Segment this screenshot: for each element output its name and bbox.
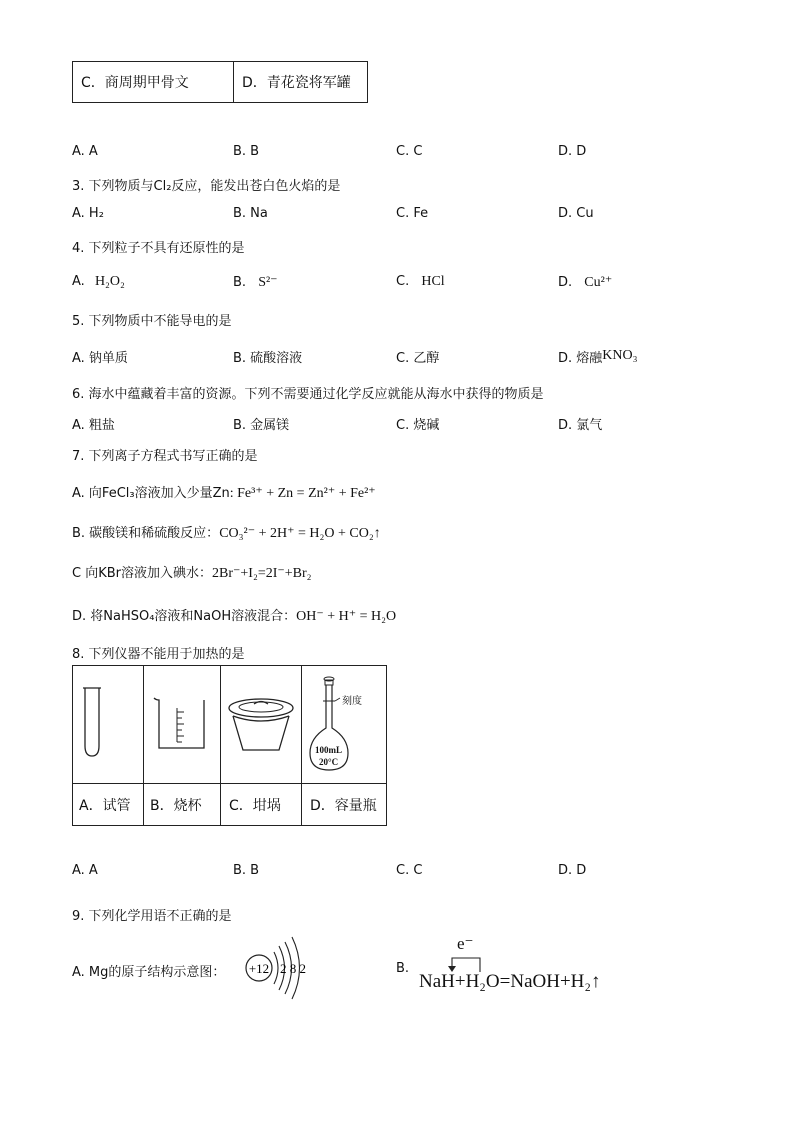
q7-stem: 7. 下列离子方程式书写正确的是: [72, 449, 258, 464]
q5-option-a[interactable]: A. 钠单质: [72, 351, 128, 366]
q9-b-electron: e⁻: [457, 934, 474, 953]
q3-stem: 3. 下列物质与Cl₂反应，能发出苍白色火焰的是: [72, 179, 341, 194]
q7-option-d[interactable]: [72, 605, 396, 625]
q8-option-c[interactable]: C. C: [396, 863, 423, 878]
q2-option-a[interactable]: A. A: [72, 144, 98, 159]
q8-label-a: A．试管: [73, 784, 144, 826]
q2-table-c: C．商周期甲骨文: [73, 62, 234, 103]
q7-option-a[interactable]: [72, 482, 376, 502]
q2-table: [72, 61, 368, 103]
q8-label-b: B．烧杯: [144, 784, 221, 826]
q8-option-a[interactable]: A. A: [72, 863, 98, 878]
q2-table-d: D．青花瓷将军罐: [234, 62, 368, 103]
q7-b-eq: CO₃²⁻ + 2H⁺ = H₂O + CO₂↑: [219, 526, 381, 541]
q5-stem: 5. 下列物质中不能导电的是: [72, 314, 232, 329]
q6-option-d[interactable]: D. 氯气: [558, 418, 603, 433]
q4-option-a[interactable]: [72, 274, 125, 290]
q4-option-d[interactable]: [558, 274, 612, 291]
q4-b-label: B.: [233, 275, 247, 290]
q8-option-d[interactable]: D. D: [558, 863, 587, 878]
q3-option-b[interactable]: B. Na: [233, 206, 268, 221]
q8-stem: 8. 下列仪器不能用于加热的是: [72, 647, 245, 662]
q8-image-test-tube: [73, 666, 144, 784]
q5-option-c[interactable]: C. 乙醇: [396, 351, 440, 366]
q4-b-formula: S²⁻: [258, 275, 278, 290]
q7-d-eq: OH⁻ + H⁺ = H₂O: [296, 609, 397, 624]
q8-option-b[interactable]: B. B: [233, 863, 260, 878]
q7-b-text: B. 碳酸镁和稀硫酸反应：: [72, 526, 220, 541]
q9-stem: 9. 下列化学用语不正确的是: [72, 909, 232, 924]
mg-atom-structure-diagram: [240, 934, 320, 1002]
q7-a-text: A. 向FeCl₃溶液加入少量Zn: [72, 486, 230, 501]
q5-d-label: D. 熔融: [558, 351, 603, 366]
q2-option-c[interactable]: C. C: [396, 144, 423, 159]
beaker-icon: [144, 666, 220, 779]
q4-c-formula: HCl: [421, 274, 445, 289]
q6-stem: 6. 海水中蕴藏着丰富的资源。下列不需要通过化学反应就能从海水中获得的物质是: [72, 387, 544, 402]
q4-c-label: C.: [396, 274, 410, 289]
q8-label-c: C．坩埚: [221, 784, 302, 826]
flask-volume-label: 100mL: [315, 745, 342, 755]
q4-stem: 4. 下列粒子不具有还原性的是: [72, 241, 245, 256]
test-tube-icon: [73, 666, 143, 779]
q9-option-a[interactable]: [72, 961, 225, 980]
q6-option-b[interactable]: B. 金属镁: [233, 418, 290, 433]
q4-option-c[interactable]: [396, 274, 445, 290]
nucleus-charge: +12: [248, 961, 270, 976]
q2-option-b[interactable]: B. B: [233, 144, 260, 159]
q9-a-text: A. Mg的原子结构示意图：: [72, 965, 226, 980]
q5-option-b[interactable]: B. 硫酸溶液: [233, 351, 303, 366]
q7-option-b[interactable]: [72, 522, 381, 542]
q5-option-d[interactable]: [558, 347, 638, 367]
q8-image-crucible: [221, 666, 302, 784]
q7-c-text: C 向KBr溶液加入碘水：: [72, 566, 212, 581]
q9-b-label[interactable]: B.: [396, 961, 410, 976]
q4-a-label: A.: [72, 274, 85, 289]
q6-option-c[interactable]: C. 烧碱: [396, 418, 440, 433]
volumetric-flask-icon: [302, 666, 386, 779]
q4-a-formula: H₂O₂: [94, 274, 125, 289]
q7-a-eq: : Fe³⁺ + Zn = Zn²⁺ + Fe²⁺: [229, 486, 376, 501]
q4-option-b[interactable]: [233, 274, 278, 291]
q3-option-a[interactable]: A. H₂: [72, 206, 104, 221]
q7-c-eq: 2Br⁻+I₂=2I⁻+Br₂: [212, 566, 312, 581]
q7-option-c[interactable]: [72, 562, 312, 582]
q9-b-equation: NaH+H₂O=NaOH+H₂↑: [419, 971, 601, 992]
q4-d-formula: Cu²⁺: [584, 275, 613, 290]
electron-shells: 2 8 2: [280, 961, 306, 976]
q2-option-d[interactable]: D. D: [558, 144, 587, 159]
q3-option-d[interactable]: D. Cu: [558, 206, 594, 221]
flask-mark-label: 刻度: [342, 696, 362, 707]
crucible-icon: [221, 666, 301, 779]
flask-temp-label: 20°C: [319, 757, 339, 767]
q6-option-a[interactable]: A. 粗盐: [72, 418, 115, 433]
q7-d-text: D. 将NaHSO₄溶液和NaOH溶液混合：: [72, 609, 297, 624]
q3-option-c[interactable]: C. Fe: [396, 206, 429, 221]
q8-image-volumetric-flask: [302, 666, 387, 784]
q5-d-formula: KNO₃: [602, 348, 638, 363]
q4-d-label: D.: [558, 275, 573, 290]
q8-image-beaker: [144, 666, 221, 784]
q8-label-d: D．容量瓶: [302, 784, 387, 826]
q8-apparatus-table: [72, 665, 387, 826]
